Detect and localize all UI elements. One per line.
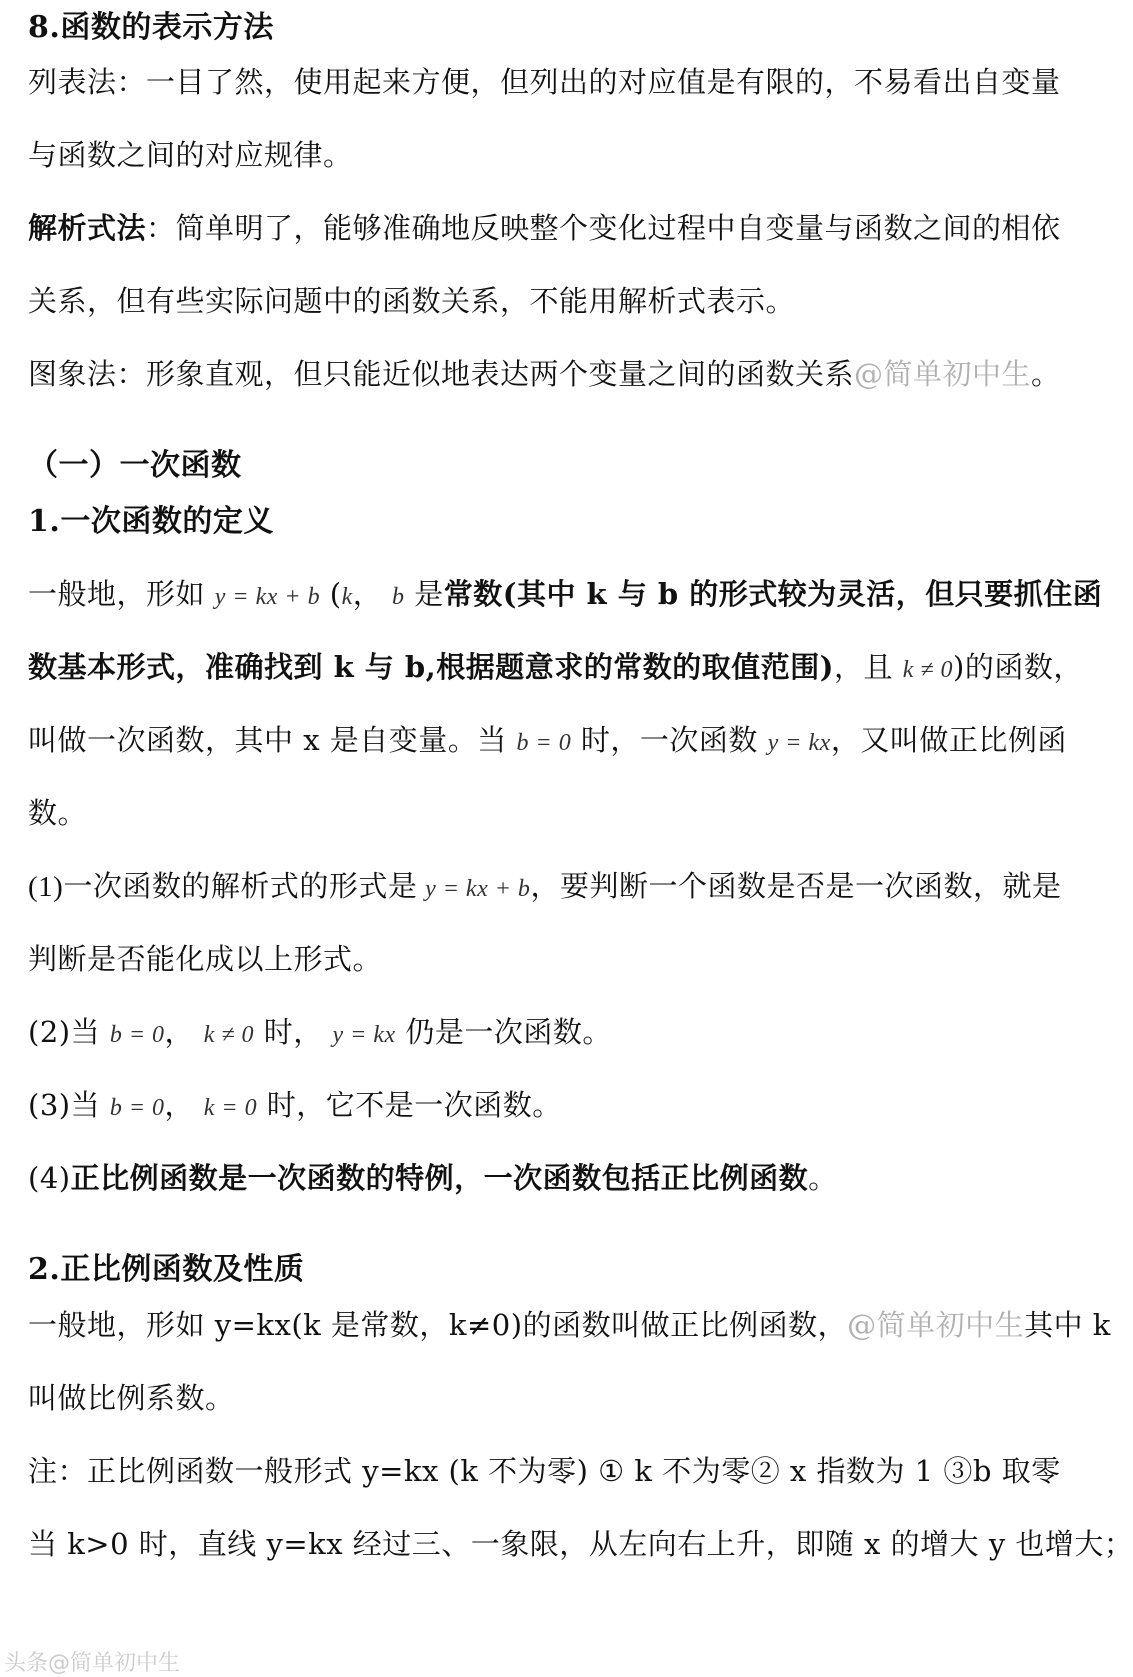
definition-line-3 [28, 720, 1067, 763]
formula: b = 0 [109, 1022, 165, 1048]
analytic-method-text: ：简单明了，能够准确地反映整个变化过程中自变量与函数之间的相依 [146, 211, 1061, 245]
formula: k = 0 [203, 1095, 258, 1121]
proportional-heading: 2.正比例函数及性质 [28, 1252, 305, 1287]
item-text: ， [164, 1015, 204, 1049]
period: 。 [1031, 357, 1061, 391]
item-4-line [28, 1158, 1040, 1198]
formula: b = 0 [516, 730, 572, 756]
part-one-heading: （一）一次函数 [28, 448, 242, 483]
definition-line-2 [28, 647, 1083, 690]
definition-emphasis: 常数(其中 k 与 b 的形式较为灵活，但只要抓住函 [443, 577, 1103, 611]
definition-text: ，且 [833, 650, 903, 684]
formula: b [392, 584, 405, 610]
item-text: 仍是一次函数。 [395, 1015, 612, 1049]
formula: k ≠ 0 [902, 657, 954, 683]
definition-line-1 [28, 574, 1103, 617]
formula: k [341, 584, 353, 610]
proportional-text: 一般地，形如 y=kx(k 是常数，k≠0)的函数叫做正比例函数， [28, 1308, 848, 1342]
analytic-method-line-1 [28, 208, 1061, 248]
item-text: 时， [254, 1015, 333, 1049]
definition-text: ，又叫做正比例函 [830, 723, 1067, 757]
watermark-text: 头条@简单初中生 [4, 1651, 181, 1676]
analytic-method-line-2: 关系，但有些实际问题中的函数关系，不能用解析式表示。 [28, 284, 796, 318]
item-text: 时，它不是一次函数。 [257, 1088, 562, 1122]
analytic-method-label: 解析式法 [28, 211, 147, 245]
item-text: 。 [808, 1161, 838, 1195]
definition-emphasis: 数基本形式，准确找到 k 与 b,根据题意求的常数的取值范围) [28, 650, 834, 684]
formula: y = kx [767, 730, 831, 756]
definition-text: )的函数， [953, 650, 1083, 684]
item-text: (3)当 [28, 1088, 110, 1122]
definition-text: 是 [404, 577, 444, 611]
definition-text: 一般地，形如 [28, 577, 215, 611]
graph-method-text: 图象法：形象直观，但只能近似地表达两个变量之间的函数关系 [28, 357, 855, 391]
table-method-line-2: 与函数之间的对应规律。 [28, 138, 353, 172]
item-text: (1)一次函数的解析式的形式是 [28, 871, 426, 903]
item-2-line [28, 1012, 1040, 1055]
table-method-line-1: 列表法：一目了然，使用起来方便，但列出的对应值是有限的，不易看出自变量 [28, 65, 1061, 99]
item-text: (2)当 [28, 1015, 110, 1049]
watermark-handle: @简单初中生 [854, 357, 1032, 391]
property-line: 当 k>0 时，直线 y=kx 经过三、一象限，从左向右上升，即随 x 的增大 y 也增大； [28, 1527, 1133, 1561]
definition-line-4: 数。 [28, 796, 88, 830]
graph-method-line [28, 354, 1061, 394]
item-3-line [28, 1085, 1040, 1128]
note-line: 注：正比例函数一般形式 y=kx (k 不为零) ① k 不为零② x 指数为 1 ③b 取零 [28, 1454, 1061, 1488]
formula: y = kx + b [214, 584, 321, 610]
definition-text: 时，一次函数 [571, 723, 768, 757]
item-1-line-2: 判断是否能化成以上形式。 [28, 942, 383, 976]
definition-text: 叫做一次函数，其中 x 是自变量。当 [28, 723, 517, 757]
item-emphasis: 正比例函数是一次函数的特例，一次函数包括正比例函数 [70, 1161, 809, 1195]
proportional-line-1 [28, 1305, 1111, 1345]
item-text: ，要判断一个函数是否是一次函数，就是 [530, 869, 1062, 903]
formula: y = kx + b [425, 876, 531, 902]
item-text: ， [164, 1088, 204, 1122]
definition-heading: 1.一次函数的定义 [28, 504, 274, 539]
definition-text: ( [320, 577, 342, 611]
definition-text: ， [352, 577, 392, 611]
item-1-line-1 [28, 866, 1062, 909]
formula: b = 0 [109, 1095, 165, 1121]
section-8-heading: 8.函数的表示方法 [28, 10, 274, 45]
watermark-handle: @简单初中生 [847, 1308, 1025, 1342]
formula: k ≠ 0 [203, 1022, 255, 1048]
proportional-text: 其中 k [1024, 1308, 1111, 1342]
item-text: (4) [28, 1161, 71, 1195]
proportional-line-2: 叫做比例系数。 [28, 1381, 235, 1415]
formula: y = kx [332, 1022, 396, 1048]
